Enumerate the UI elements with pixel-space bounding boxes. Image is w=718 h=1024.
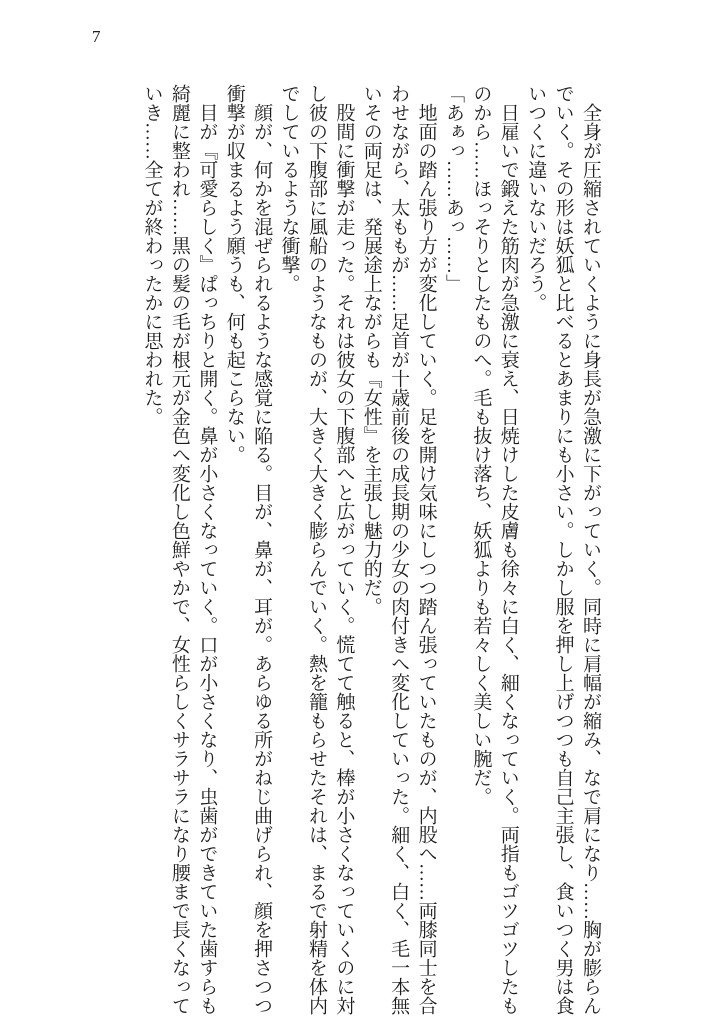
paragraph-arms-change: 日雇いで鍛えた筋肉が急激に衰え、日焼けした皮膚も徐々に白く、細くなっていく。両指もゴツゴツしたものから……ほっそりとしたものへ。毛も抜け落ち、妖狐よりも若々しく美しい腕だ。 (470, 84, 519, 1015)
page-number: 7 (92, 27, 101, 46)
dialogue-line: 「あぁっ……あっ……」 (442, 84, 464, 293)
paragraph-final-change: 目が『可愛らしく』ぱっちりと開く。鼻が小さくなっていく。口が小さくなり、虫歯ができていた歯すらも綺麗に整われ……黒の髪の毛が根元が金色へ変化し色鮮やかで、女性らしくサラサラになり腰まで長くなっていき……全てが終わったかに思われた。 (141, 84, 218, 1015)
text-body (138, 84, 604, 1024)
paragraph-body-change: 全身が圧縮されていくように身長が急激に下がっていく。同時に肩幅が縮み、なで肩になり……胸が膨らんでいく。その形は妖狐と比べるとあまりにも小さい。しかし服を押し上げつつも自己主張し、食いつく男は食いつくに違いないだろう。 (525, 84, 601, 1015)
paragraph-groin-shock: 股間に衝撃が走った。それは彼女の下腹部へと広がっていく。慌てて触ると、棒が小さくなっていくのに対し彼の下腹部に風船のようなものが、大きく大きく膨らんでいく。熱を籠もらせたそれは、まるで射精を体内でしているような衝撃。 (278, 84, 355, 1015)
paragraph-face-sensation: 顔が、何かを混ぜられるような感覚に陥る。目が、鼻が、耳が。あらゆる所がねじ曲げられ、顔を押さつつ衝撃が収まるよう願うも、何も起こらない。 (223, 84, 273, 1015)
paragraph-legs-change: 地面の踏ん張り方が変化していく。足を開け気味にしつつ踏ん張っていたものが、内股へ……両膝同士を合わせながら、太ももが……足首が十歳前後の成長期の少女の肉付きへ変化していった。細く、白く、毛一本無いその両足は、発展途上ながらも『女性』を主張し魅力的だ。 (360, 84, 437, 1015)
